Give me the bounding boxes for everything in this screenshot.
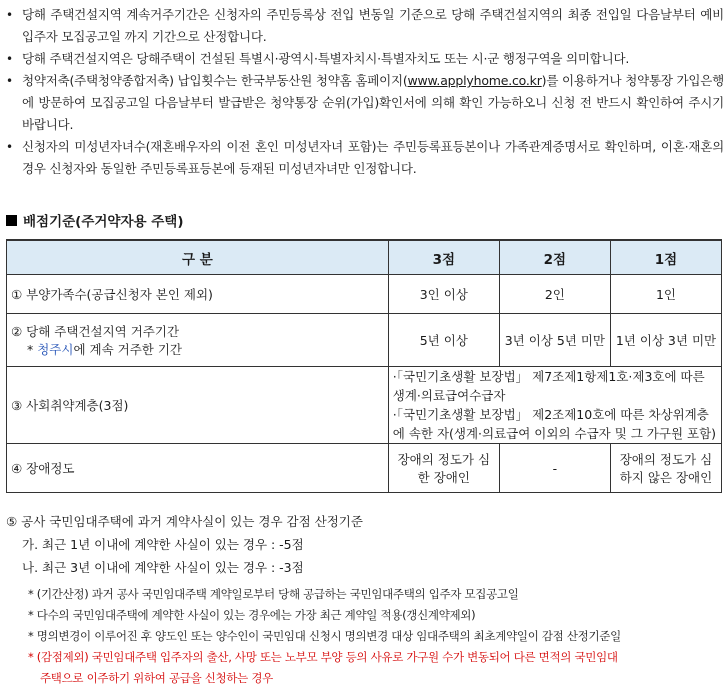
bullet-dot: • bbox=[6, 8, 14, 22]
square-bullet-icon bbox=[6, 215, 17, 226]
criteria-line: ·「국민기초생활 보장법」 제7조제1항제1호·제3호에 따른 생계·의료급여수급자 bbox=[392, 369, 705, 403]
section-title bbox=[6, 210, 184, 230]
cell-1pt: 장애의 정도가 심하지 않은 장애인 bbox=[610, 444, 721, 493]
row-label: ① 부양가족수(공급신청자 본인 제외) bbox=[7, 275, 389, 314]
bullet-text-pre: 청약저축(주택청약종합저축) 납입횟수는 한국부동산원 청약홈 홈페이지( bbox=[22, 73, 408, 88]
deduction-criteria bbox=[6, 510, 724, 579]
score-table bbox=[6, 239, 722, 493]
cell-2pts: 2인 bbox=[499, 275, 610, 314]
bullet-dot: • bbox=[6, 52, 14, 66]
row-label: ③ 사회취약계층(3점) bbox=[7, 367, 389, 444]
cell-3pts: 장애의 정도가 심한 장애인 bbox=[388, 444, 499, 493]
table-row bbox=[7, 275, 722, 314]
note-line: * (기간산정) 과거 공사 국민임대주택 계약일로부터 당해 공급하는 국민임대주택의 입주자 모집공고일 bbox=[28, 587, 519, 601]
cell-2pts: - bbox=[499, 444, 610, 493]
cell-1pt: 1인 bbox=[610, 275, 721, 314]
table-row bbox=[7, 367, 722, 444]
bullet-dot: • bbox=[6, 140, 14, 154]
row-label bbox=[7, 314, 389, 367]
applyhome-link[interactable]: www.applyhome.co.kr bbox=[407, 73, 542, 88]
bullet-text: 신청자의 미성년자녀수(재혼배우자의 이전 혼인 미성년자녀 포함)는 주민등록표등본이나 가족관계증명서로 확인하며, 이혼·재혼의 경우 신청자와 동일한 주민등록표등본에 등재된 미성년자녀만 인정합니다. bbox=[22, 139, 724, 176]
table-header-row bbox=[7, 240, 722, 275]
header-category: 구 분 bbox=[7, 240, 389, 275]
cell-2pts: 3년 이상 5년 미만 bbox=[499, 314, 610, 367]
criteria-line: ·「국민기초생활 보장법」 제2조제10호에 따른 차상위계층에 속한 자(생계·의료급여 이외의 수급자 및 그 가구원 포함) bbox=[392, 407, 717, 441]
bullet-construction-area bbox=[6, 48, 724, 70]
deduction-item: 가. 최근 1년 이내에 계약한 사실이 있는 경우 : -5점 bbox=[22, 537, 304, 552]
cell-3pts: 5년 이상 bbox=[388, 314, 499, 367]
bullet-dot: • bbox=[6, 74, 14, 88]
city-name: 청주시 bbox=[37, 342, 74, 357]
exemption-note: * (감점제외) 국민임대주택 입주자의 출산, 사망 또는 노부모 부양 등의 사유로 가구원 수가 변동되어 다른 면적의 국민임대 bbox=[28, 650, 618, 664]
table-row bbox=[7, 314, 722, 367]
cell-3pts: 3인 이상 bbox=[388, 275, 499, 314]
bullet-text: 당해 주택건설지역은 당해주택이 건설된 특별시·광역시·특별자치시·특별자치도 또는 시·군 행정구역을 의미합니다. bbox=[22, 51, 630, 66]
bullet-residence-period bbox=[6, 4, 724, 48]
notice-bullets bbox=[6, 4, 724, 180]
bullet-text bbox=[22, 70, 724, 136]
row-label-main: ② 당해 주택건설지역 거주기간 bbox=[11, 324, 180, 339]
header-2pts: 2점 bbox=[499, 240, 610, 275]
bullet-text-post: )를 이용하거나 청약통장 가입은행에 방문하여 모집공고일 다음날부터 발급받은 청약통장 순위(가입)확인서에 의해 확인 가능하오니 신청 전 반드시 확인하여 주시기 바랍니다. bbox=[22, 73, 725, 132]
vulnerable-criteria-cell bbox=[388, 367, 721, 444]
header-1pt: 1점 bbox=[610, 240, 721, 275]
row-label: ④ 장애정도 bbox=[7, 444, 389, 493]
row-label-sub bbox=[11, 340, 384, 358]
header-3pts: 3점 bbox=[388, 240, 499, 275]
bullet-minor-children bbox=[6, 136, 724, 180]
note-line: * 명의변경이 이루어진 후 양도인 또는 양수인이 국민임대 신청시 명의변경 대상 임대주택의 최초계약일이 감점 산정기준일 bbox=[28, 629, 621, 643]
cell-1pt: 1년 이상 3년 미만 bbox=[610, 314, 721, 367]
exemption-note-cont: 주택으로 이주하기 위하여 공급을 신청하는 경우 bbox=[40, 671, 273, 685]
table-row bbox=[7, 444, 722, 493]
deduction-notes bbox=[28, 584, 724, 689]
note-line: * 다수의 국민임대주택에 계약한 사실이 있는 경우에는 가장 최근 계약일 적용(갱신계약제외) bbox=[28, 608, 476, 622]
bullet-subscription-count bbox=[6, 70, 724, 136]
sub-prefix: * bbox=[27, 342, 38, 357]
sub-suffix: 에 계속 거주한 기간 bbox=[73, 342, 182, 357]
deduction-item: 나. 최근 3년 이내에 계약한 사실이 있는 경우 : -3점 bbox=[22, 560, 304, 575]
bullet-text: 당해 주택건설지역 계속거주기간은 신청자의 주민등록상 전입 변동일 기준으로 당해 주택건설지역의 최종 전입일 다음날부터 예비입주자 모집공고일 까지 기간으로 산정합니다. bbox=[22, 7, 724, 44]
deduction-title: ⑤ 공사 국민임대주택에 과거 계약사실이 있는 경우 감점 산정기준 bbox=[6, 514, 363, 529]
section-title-text: 배점기준(주거약자용 주택) bbox=[23, 214, 184, 230]
